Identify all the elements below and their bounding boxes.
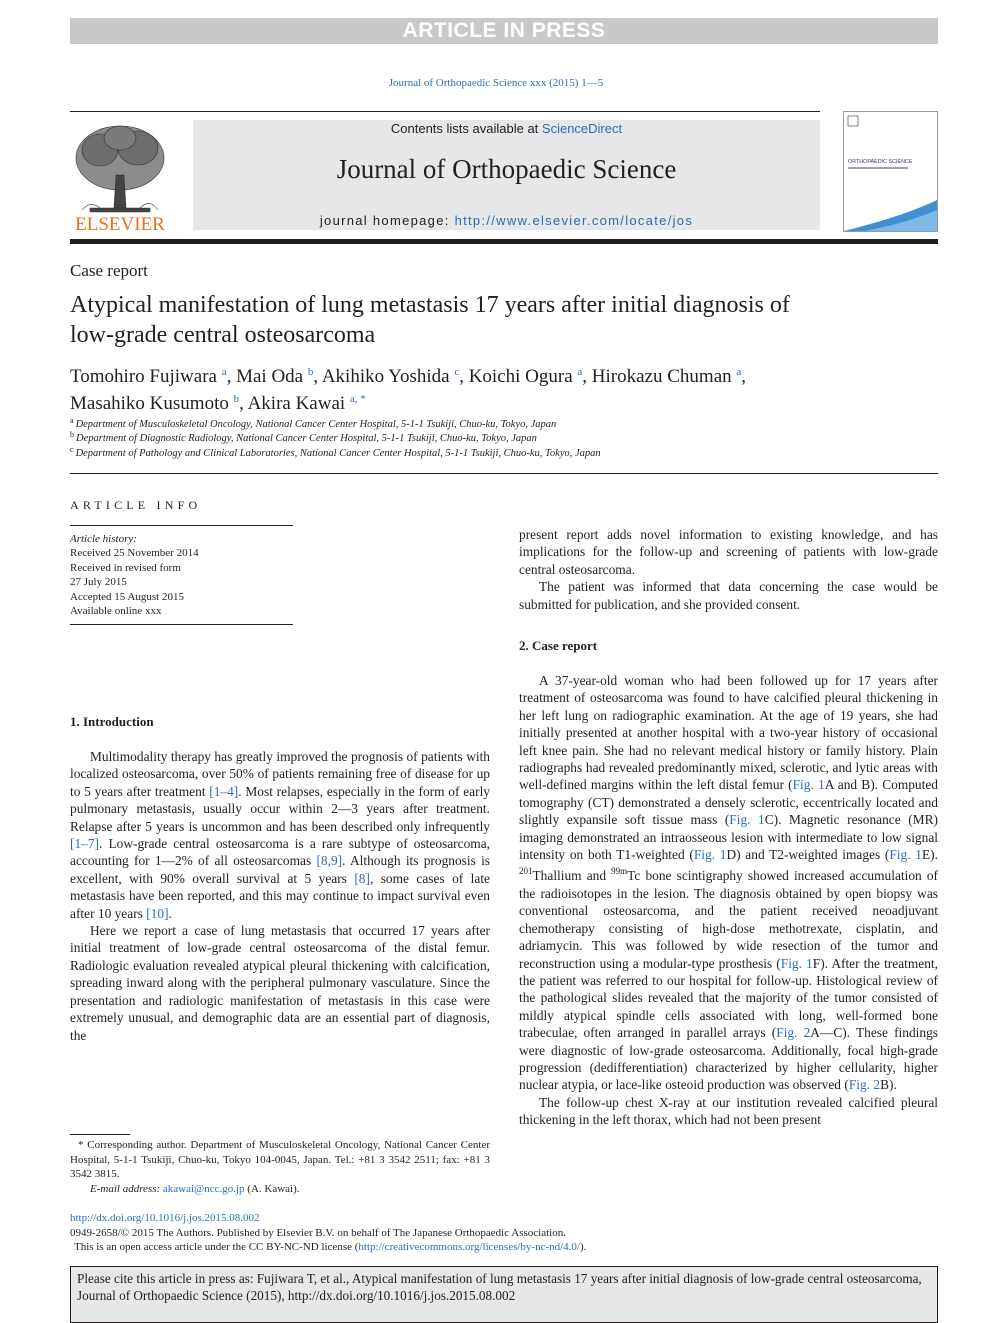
reference-link[interactable]: [1–4] <box>209 783 239 799</box>
reference-link[interactable]: Fig. 1 <box>792 777 825 793</box>
contents-line <box>193 121 820 136</box>
author-name: Mai Oda <box>236 366 308 387</box>
elsevier-logo <box>70 120 170 235</box>
email-line <box>70 1182 490 1197</box>
author-affiliation-link[interactable]: b <box>233 393 240 405</box>
intro-paragraph-1: Multimodality therapy has greatly improved the prognosis of patients with localized osteosarcoma, over 50% of patients remaining free of disease for up to 5 years after treatment [1–4]. Most relapses, especially in the form of early pulmonary metastasis, usually occur within 2—3 years after treatment. Relapse after 5 years is uncommon and has been described only infrequently [1–7]. Low-grade central osteosarcoma is a rare subtype of osteosarcoma, accounting for 1—2% of all osteosarcomas [8,9]. Although its prognosis is excellent, with 90% overall survival at 5 years [8], some cases of late metastasis have been reported, and this may continue to impact survival even after 10 years [10]. <box>70 749 490 921</box>
right-paragraph-1: present report adds novel information to existing knowledge, and has implications for the follow-up and screening of patients with low-grade central osteosarcoma. <box>519 527 938 577</box>
reference-link[interactable]: [10] <box>146 905 169 921</box>
homepage-link[interactable]: http://www.elsevier.com/locate/jos <box>454 213 694 228</box>
author-affiliation-link[interactable]: a <box>221 366 227 378</box>
author-separator: , <box>459 366 469 387</box>
author-affiliation-link[interactable]: b <box>307 366 314 378</box>
case-paragraph-2: The follow-up chest X-ray at our institution revealed calcified pleural thickening in the left thorax, which had not been present <box>519 1094 938 1128</box>
license-link[interactable]: http://creativecommons.org/licenses/by-nc-nd/4.0/ <box>358 1241 580 1253</box>
article-info-rule-top <box>70 525 293 526</box>
article-info-heading: ARTICLE INFO <box>70 498 202 512</box>
email-link[interactable]: akawai@ncc.go.jp <box>162 1182 245 1195</box>
reference-link[interactable]: Fig. 1 <box>693 847 727 863</box>
reference-link[interactable]: Fig. 1 <box>729 812 765 828</box>
journal-cover-thumbnail <box>843 111 938 232</box>
author-name: Akira Kawai <box>247 393 350 414</box>
author-name: Tomohiro Fujiwara <box>70 366 222 387</box>
corresponding-author-text: * Corresponding author. Department of Musculoskeletal Oncology, National Cancer Center Hospital, 5-1-1 Tsukiji, Chuo-ku, Tokyo 104-0045, Japan. Tel.: +81 3 3542 2511; fax: +81 3 3542 3815. <box>70 1139 490 1180</box>
sciencedirect-link[interactable]: ScienceDirect <box>541 121 623 136</box>
author-name: Akihiko Yoshida <box>321 366 455 387</box>
doi-block <box>70 1211 938 1255</box>
author-separator: , <box>313 366 322 387</box>
affiliation-c <box>70 445 601 459</box>
case-paragraph-1: A 37-year-old woman who had been followed up for 17 years after treatment of osteosarcoma was found to have calcified pleural thickening in her left lung on radiographic examination. At the age of 19 years, she had initially presented at another hospital with a two-year history of occasional left knee pain. She had no relevant medical history or family history. Plain radiographs had revealed predominantly mixed, sclerotic, and lytic areas with well-defined margins within the left distal femur (Fig. 1A and B). Computed tomography (CT) demonstrated a densely sclerotic, eccentrically located and slightly expansile soft tissue mass (Fig. 1C). Magnetic resonance (MR) imaging demonstrated an intraosseous lesion with intermediate to low signal intensity on both T1-weighted (Fig. 1D) and T2-weighted images (Fig. 1E). $^{201}$Thallium and $^{99m}$Tc bone scintigraphy showed increased accumulation of the radioisotopes in the lesion. The diagnosis obtained by open biopsy was conventional osteosarcoma, and the patient received neoadjuvant chemotherapy consisting of high-dose methotrexate, cisplatin, and adriamycin. This was followed by wide resection of the tumor and reconstruction using a modular-type prosthesis (Fig. 1F). After the treatment, the patient was referred to our hospital for follow-up. Histological review of the pathological slides revealed that the majority of the tumor consisted of mildly atypical spindle cells associated with long, well-formed bone trabeculae, often arranged in parallel arrays (Fig. 2A—C). These findings were diagnostic of low-grade osteosarcoma. Additionally, focal high-grade progression (dedifferentiation) characterized by higher cellularity, higher nuclear atypia, or lace-like osteoid production was observed (Fig. 2B). <box>519 673 939 1093</box>
author-affiliation-link[interactable]: a <box>736 366 742 378</box>
author-name: Hirokazu Chuman <box>591 366 737 387</box>
header-rule <box>70 473 938 474</box>
journal-name: Journal of Orthopaedic Science <box>336 154 677 184</box>
isotope-superscript: 99m <box>611 866 628 877</box>
affiliation-a <box>70 416 556 430</box>
history-item: Received in revised form <box>70 561 181 574</box>
author-separator: , <box>582 366 592 387</box>
history-item: 27 July 2015 <box>70 576 127 589</box>
copyright-line: 0949-2658/© 2015 The Authors. Published by Elsevier B.V. on behalf of The Japanese Orthopaedic Association. <box>70 1226 566 1239</box>
history-label: Article history: <box>70 533 137 545</box>
article-in-press-banner: ARTICLE IN PRESS <box>70 18 938 44</box>
homepage-prefix: journal homepage: <box>319 213 455 228</box>
masthead-bottom-rule <box>70 239 938 244</box>
author-separator: , <box>226 366 237 387</box>
elsevier-tree-icon <box>70 120 170 235</box>
case-report-heading: 2. Case report <box>519 638 598 653</box>
article-title: Atypical manifestation of lung metastasis 17 years after initial diagnosis of low-grade central osteosarcoma <box>70 292 790 348</box>
elsevier-wordmark: ELSEVIER <box>75 214 165 235</box>
reference-link[interactable]: [8] <box>354 870 370 886</box>
reference-link[interactable]: [1–7] <box>70 836 100 852</box>
author-affiliation-link[interactable]: a, * <box>349 393 366 405</box>
homepage-line <box>193 213 820 228</box>
author-list <box>70 361 930 415</box>
author-name: Koichi Ogura <box>468 366 578 387</box>
journal-reference-link[interactable]: Journal of Orthopaedic Science xxx (2015) 1—5 <box>388 77 604 89</box>
affiliation-text: Department of Pathology and Clinical Laboratories, National Cancer Center Hospital, 5-1-1 Tsukiji, Chuo-ku, Tokyo, Japan <box>75 448 601 459</box>
history-item: Received 25 November 2014 <box>70 547 199 560</box>
affiliation-label: c <box>70 445 74 454</box>
affiliation-text: Department of Musculoskeletal Oncology, National Cancer Center Hospital, 5-1-1 Tsukiji, Chuo-ku, Tokyo, Japan <box>75 419 557 430</box>
footnote-rule <box>70 1134 130 1135</box>
journal-cover-icon <box>844 112 937 231</box>
introduction-heading: 1. Introduction <box>70 714 154 729</box>
affiliation-label: a <box>70 416 74 425</box>
author-name: Masahiko Kusumoto <box>70 393 234 414</box>
right-column-top <box>519 526 938 613</box>
history-item: Available online xxx <box>70 605 162 618</box>
affiliation-label: b <box>70 430 74 439</box>
author-separator: , <box>239 393 248 414</box>
reference-link[interactable]: [8,9] <box>316 853 343 869</box>
license-prefix: This is an open access article under the CC BY-NC-ND license ( <box>74 1241 359 1253</box>
reference-link[interactable]: Fig. 2 <box>776 1025 811 1041</box>
history-item: Accepted 15 August 2015 <box>70 590 184 603</box>
contents-prefix: Contents lists available at <box>390 121 542 136</box>
isotope-superscript: 201 <box>519 866 533 877</box>
intro-paragraph-2: Here we report a case of lung metastasis that occurred 17 years after initial treatment of low-grade central osteosarcoma of the distal femur. Radiologic evaluation revealed atypical pleural thickening with calcification, spreading inward along with the peripheral pulmonary vasculature. Since the presentation and radiologic manifestation of metastasis in this case were extremely unusual, and demographic data are an essential part of diagnosis, the <box>70 923 490 1043</box>
article-info-rule-bottom <box>70 624 293 625</box>
license-suffix: ). <box>580 1241 587 1253</box>
reference-link[interactable]: Fig. 1 <box>780 955 813 971</box>
author-affiliation-link[interactable]: a <box>577 366 583 378</box>
email-suffix: (A. Kawai). <box>244 1182 300 1195</box>
corresponding-author-footnote <box>70 1138 490 1196</box>
introduction-body <box>70 748 490 1044</box>
right-paragraph-2: The patient was informed that data concerning the case would be submitted for publication, and she provided consent. <box>519 579 938 612</box>
license-line <box>70 1240 938 1255</box>
reference-link[interactable]: Fig. 1 <box>889 847 922 863</box>
article-history <box>70 532 199 618</box>
doi-link[interactable]: http://dx.doi.org/10.1016/j.jos.2015.08.002 <box>70 1212 260 1224</box>
reference-link[interactable]: Fig. 2 <box>848 1077 881 1093</box>
email-label: E-mail address: <box>90 1182 163 1195</box>
case-report-body <box>519 672 938 1129</box>
article-type: Case report <box>70 261 148 280</box>
citation-box: Please cite this article in press as: Fujiwara T, et al., Atypical manifestation of lung metastasis 17 years after initial diagnosis of low-grade central osteosarcoma, Journal of Orthopaedic Science (2015), http://dx.doi.org/10.1016/j.jos.2015.08.002 <box>70 1266 938 1323</box>
author-separator: , <box>741 366 747 387</box>
masthead-top-rule <box>70 111 820 112</box>
cover-title: ORTHOPAEDIC SCIENCE <box>848 159 913 165</box>
affiliation-b <box>70 430 537 444</box>
author-affiliation-link[interactable]: c <box>454 366 460 378</box>
affiliation-text: Department of Diagnostic Radiology, National Cancer Center Hospital, 5-1-1 Tsukiji, Chuo-ku, Tokyo, Japan <box>76 433 537 444</box>
